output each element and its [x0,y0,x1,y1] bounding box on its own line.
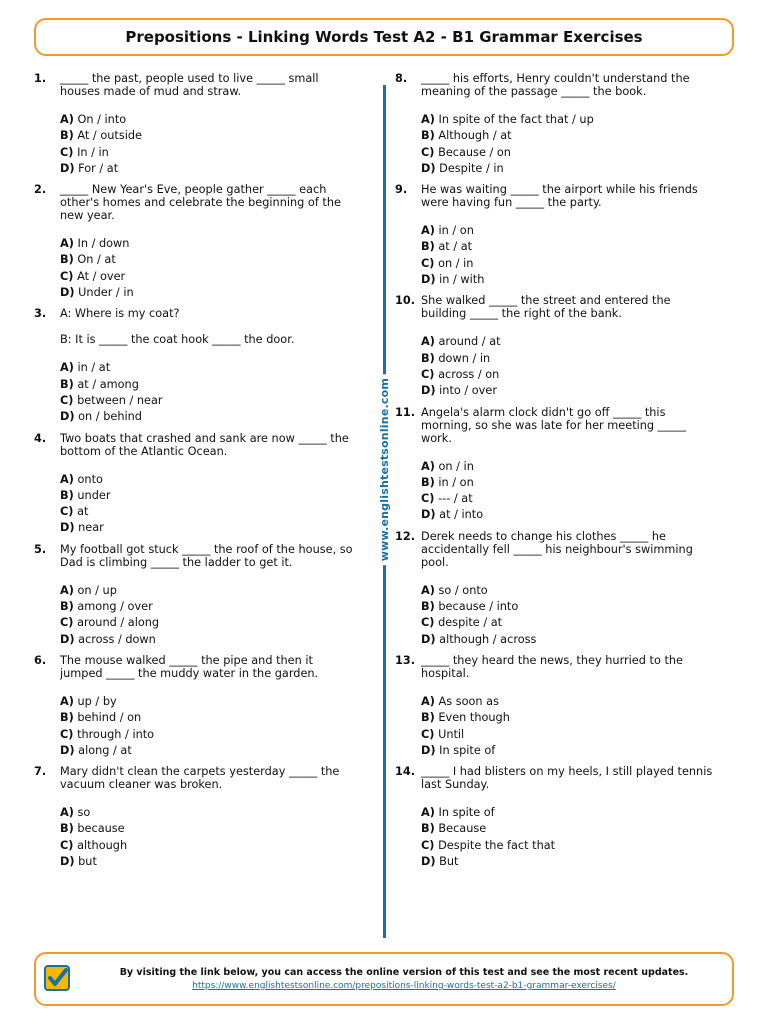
option-letter: D) [421,273,436,287]
option-text: down / in [438,351,491,365]
answer-option[interactable] [60,145,354,161]
option-letter: C) [421,727,435,741]
question-text: _____ they heard the news, they hurried to the hospital. [421,653,683,680]
option-letter: D) [60,410,75,424]
answer-option[interactable] [60,269,354,285]
footer-box [34,952,734,1006]
option-text: On / at [77,253,116,267]
option-text: But [439,855,459,869]
answer-option[interactable] [421,351,715,367]
option-text: among / over [77,600,153,614]
option-letter: A) [60,113,74,126]
answer-option[interactable] [60,393,354,409]
option-letter: B) [421,475,435,489]
option-letter: C) [60,727,74,741]
option-letter: D) [60,743,75,757]
option-text: In / in [77,145,109,159]
option-text: near [78,521,104,535]
option-letter: B) [60,253,74,267]
question-number: 2. [34,183,47,197]
option-text: Despite / in [439,161,504,175]
option-text: Because / on [438,145,511,159]
answer-options [60,112,354,177]
option-letter: A) [421,459,435,473]
option-letter: A) [421,335,435,349]
option-letter: D) [421,632,436,646]
option-text: although [77,838,128,852]
option-letter: A) [60,694,74,708]
question-body [60,72,354,183]
answer-option[interactable] [60,694,354,710]
option-letter: B) [421,822,435,836]
option-text: across / on [438,367,500,381]
option-letter: A) [421,113,435,126]
question-text: Mary didn't clean the carpets yesterday _____ the vacuum cleaner was broken. [60,765,340,792]
option-text: Under / in [78,286,134,300]
option-text: through / into [77,727,155,741]
option-text: As soon as [438,694,499,708]
answer-option[interactable] [60,112,354,128]
question-body [60,432,354,543]
question [34,543,354,654]
option-letter: C) [60,269,74,283]
answer-options [421,459,715,524]
question-text: She walked _____ the street and entered the building _____ the right of the bank. [421,294,671,321]
answer-option[interactable] [421,128,715,144]
option-letter: A) [60,806,74,820]
option-text: on / in [438,459,474,473]
option-text: at / into [439,508,484,522]
option-letter: C) [421,616,435,630]
answer-option[interactable] [60,710,354,726]
option-letter: A) [421,806,435,820]
option-letter: A) [421,224,435,238]
answer-options [60,472,354,537]
question [34,765,354,876]
answer-option[interactable] [60,727,354,743]
answer-option[interactable] [421,256,715,272]
question-text: Angela's alarm clock didn't go off _____ this morning, so she was late for her meeting _____ work. [421,405,686,445]
option-letter: B) [60,488,74,502]
answer-options [60,236,354,301]
question-text: _____ I had blisters on my heels, I still played tennis last Sunday. [421,765,713,792]
option-letter: D) [421,743,436,757]
option-text: Despite the fact that [438,838,556,852]
answer-option[interactable] [421,239,715,255]
answer-options [421,223,715,288]
answer-options [421,694,715,759]
answer-option[interactable] [421,112,715,128]
option-letter: D) [421,508,436,522]
answer-option[interactable] [421,475,715,491]
question-number: 7. [34,765,47,779]
option-text: at / at [438,240,473,254]
option-text: In / down [77,237,130,251]
option-letter: A) [421,694,435,708]
option-letter: B) [60,129,74,143]
option-letter: D) [421,161,436,175]
answer-option[interactable] [421,383,715,399]
question [34,307,354,431]
option-text: On / into [77,113,127,126]
option-text: because / into [438,600,519,614]
question-text: Derek needs to change his clothes _____ he accidentally fell _____ his neighbour's swimming pool. [421,529,693,569]
answer-options [421,112,715,177]
questions-column-right [395,72,715,876]
answer-option[interactable] [60,360,354,376]
option-letter: C) [421,492,435,506]
question-text: _____ New Year's Eve, people gather _____ each other's homes and celebrate the beginning of the new year. [60,183,341,223]
question-body [60,654,354,765]
question [395,406,715,530]
answer-options [60,805,354,870]
answer-option[interactable] [421,145,715,161]
answer-option[interactable] [60,583,354,599]
option-text: on / up [77,583,117,597]
answer-option[interactable] [60,504,354,520]
answer-option[interactable] [60,632,354,648]
answer-option[interactable] [60,854,354,870]
option-text: at [77,505,89,519]
option-letter: B) [421,240,435,254]
option-letter: A) [60,237,74,251]
answer-option[interactable] [60,377,354,393]
checkbox-check-icon [42,963,72,993]
option-letter: C) [60,616,74,630]
question-number: 6. [34,653,47,667]
question-body [421,406,715,530]
question-number: 12. [395,529,416,543]
option-text: onto [77,472,103,486]
question-body [60,183,354,307]
option-text: around / along [77,616,160,630]
question-text: Two boats that crashed and sank are now _____ the bottom of the Atlantic Ocean. [60,431,349,458]
option-text: on / behind [78,410,142,424]
option-text: In spite of [439,743,496,757]
option-letter: C) [60,505,74,519]
answer-option[interactable] [60,128,354,144]
answer-option[interactable] [60,252,354,268]
option-letter: A) [421,583,435,597]
watermark-text: www.englishtestsonline.com [378,374,391,565]
option-letter: C) [421,838,435,852]
answer-option[interactable] [421,694,715,710]
question [34,654,354,765]
question [34,72,354,183]
answer-option[interactable] [421,632,715,648]
option-letter: D) [60,161,75,175]
option-text: between / near [77,393,163,407]
answer-option[interactable] [60,805,354,821]
answer-option[interactable] [60,488,354,504]
option-text: in / on [438,224,474,238]
question-number: 13. [395,653,416,667]
option-text: In spite of the fact that / up [438,113,594,126]
option-letter: D) [60,632,75,646]
question-text: The mouse walked _____ the pipe and then it jumped _____ the muddy water in the garden. [60,653,319,680]
option-text: across / down [78,632,156,646]
answer-option[interactable] [421,805,715,821]
option-text: so / onto [438,583,488,597]
answer-option[interactable] [60,615,354,631]
question-body [60,307,354,431]
answer-option[interactable] [60,821,354,837]
question-body [60,765,354,876]
question [395,72,715,183]
option-letter: A) [60,361,74,375]
question-body [421,72,715,183]
option-letter: D) [60,855,75,869]
option-text: At / over [77,269,126,283]
question [34,183,354,307]
question-text: _____ the past, people used to live _____ small houses made of mud and straw. [60,72,319,98]
option-text: but [78,855,97,869]
footer-text: By visiting the link below, you can access the online version of this test and see the most recent updates. [119,967,689,978]
option-letter: C) [421,256,435,270]
option-text: so [77,806,91,820]
option-letter: A) [60,472,74,486]
option-text: in / with [439,273,485,287]
option-letter: B) [60,600,74,614]
answer-option[interactable] [421,272,715,288]
answer-option[interactable] [60,236,354,252]
option-letter: D) [60,521,75,535]
option-letter: A) [60,583,74,597]
answer-option[interactable] [421,821,715,837]
option-text: in / at [77,361,111,375]
answer-option[interactable] [60,472,354,488]
answer-option[interactable] [421,367,715,383]
answer-option[interactable] [60,285,354,301]
answer-option[interactable] [421,491,715,507]
option-letter: B) [60,822,74,836]
answer-option[interactable] [421,854,715,870]
question-text: B: It is _____ the coat hook _____ the door. [60,333,295,347]
answer-option[interactable] [421,727,715,743]
answer-option[interactable] [60,161,354,177]
question-body [421,183,715,294]
answer-option[interactable] [60,838,354,854]
option-letter: B) [421,351,435,365]
option-text: despite / at [438,616,503,630]
option-text: because [77,822,125,836]
question-number: 1. [34,72,47,85]
question-body [60,543,354,654]
answer-options [421,334,715,399]
option-text: on / in [438,256,474,270]
question-text: A: Where is my coat? [60,307,180,321]
question [395,530,715,654]
answer-option[interactable] [421,161,715,177]
option-text: at / among [77,377,139,391]
answer-option[interactable] [421,838,715,854]
answer-option[interactable] [421,599,715,615]
option-text: For / at [78,161,119,175]
option-letter: B) [421,129,435,143]
question [395,765,715,876]
answer-option[interactable] [60,409,354,425]
question-number: 5. [34,542,47,556]
option-text: up / by [77,694,117,708]
question-text: He was waiting _____ the airport while his friends were having fun _____ the party. [421,183,698,210]
question [34,432,354,543]
option-text: Even though [438,711,510,725]
watermark [374,380,394,560]
option-letter: C) [421,145,435,159]
question-body [421,530,715,654]
answer-option[interactable] [421,223,715,239]
answer-options [421,805,715,870]
option-letter: C) [60,838,74,852]
question-number: 9. [395,183,408,197]
answer-option[interactable] [60,520,354,536]
answer-option[interactable] [421,710,715,726]
option-text: Although / at [438,129,512,143]
option-letter: D) [60,286,75,300]
option-text: under [77,488,111,502]
answer-options [60,583,354,648]
option-letter: C) [60,393,74,407]
option-text: along / at [78,743,132,757]
questions-column-left [34,72,354,876]
answer-options [421,583,715,648]
answer-option[interactable] [421,334,715,350]
option-letter: B) [60,377,74,391]
option-text: in / on [438,475,474,489]
answer-option[interactable] [421,583,715,599]
answer-options [60,360,354,425]
option-text: In spite of [438,806,495,820]
answer-option[interactable] [421,615,715,631]
answer-option[interactable] [421,459,715,475]
option-letter: C) [421,367,435,381]
option-letter: D) [421,855,436,869]
footer-link[interactable]: https://www.englishtestsonline.com/prepositions-linking-words-test-a2-b1-grammar-exercises/ [192,981,616,991]
option-text: At / outside [77,129,142,143]
question-body [421,765,715,876]
question-text: _____ his efforts, Henry couldn't understand the meaning of the passage _____ the book. [421,72,690,98]
option-letter: D) [421,384,436,398]
option-letter: B) [60,711,74,725]
option-text: behind / on [77,711,142,725]
answer-options [60,694,354,759]
option-text: --- / at [438,492,473,506]
question [395,654,715,765]
question-body [421,294,715,405]
question-number: 8. [395,72,408,85]
question-text: My football got stuck _____ the roof of the house, so Dad is climbing _____ the ladder to get it. [60,542,353,569]
question-body [421,654,715,765]
question-number: 3. [34,307,47,321]
option-letter: C) [60,145,74,159]
question-number: 10. [395,294,416,308]
question-number: 11. [395,405,416,419]
answer-option[interactable] [421,507,715,523]
option-text: Until [438,727,465,741]
page-title: Prepositions - Linking Words Test A2 - B1 Grammar Exercises [34,18,734,56]
option-text: Because [438,822,487,836]
option-letter: B) [421,711,435,725]
option-text: although / across [439,632,537,646]
answer-option[interactable] [421,743,715,759]
option-letter: B) [421,600,435,614]
question-number: 4. [34,431,47,445]
option-text: into / over [439,384,497,398]
option-text: around / at [438,335,501,349]
answer-option[interactable] [60,743,354,759]
question [395,183,715,294]
question [395,294,715,405]
answer-option[interactable] [60,599,354,615]
question-number: 14. [395,765,416,779]
